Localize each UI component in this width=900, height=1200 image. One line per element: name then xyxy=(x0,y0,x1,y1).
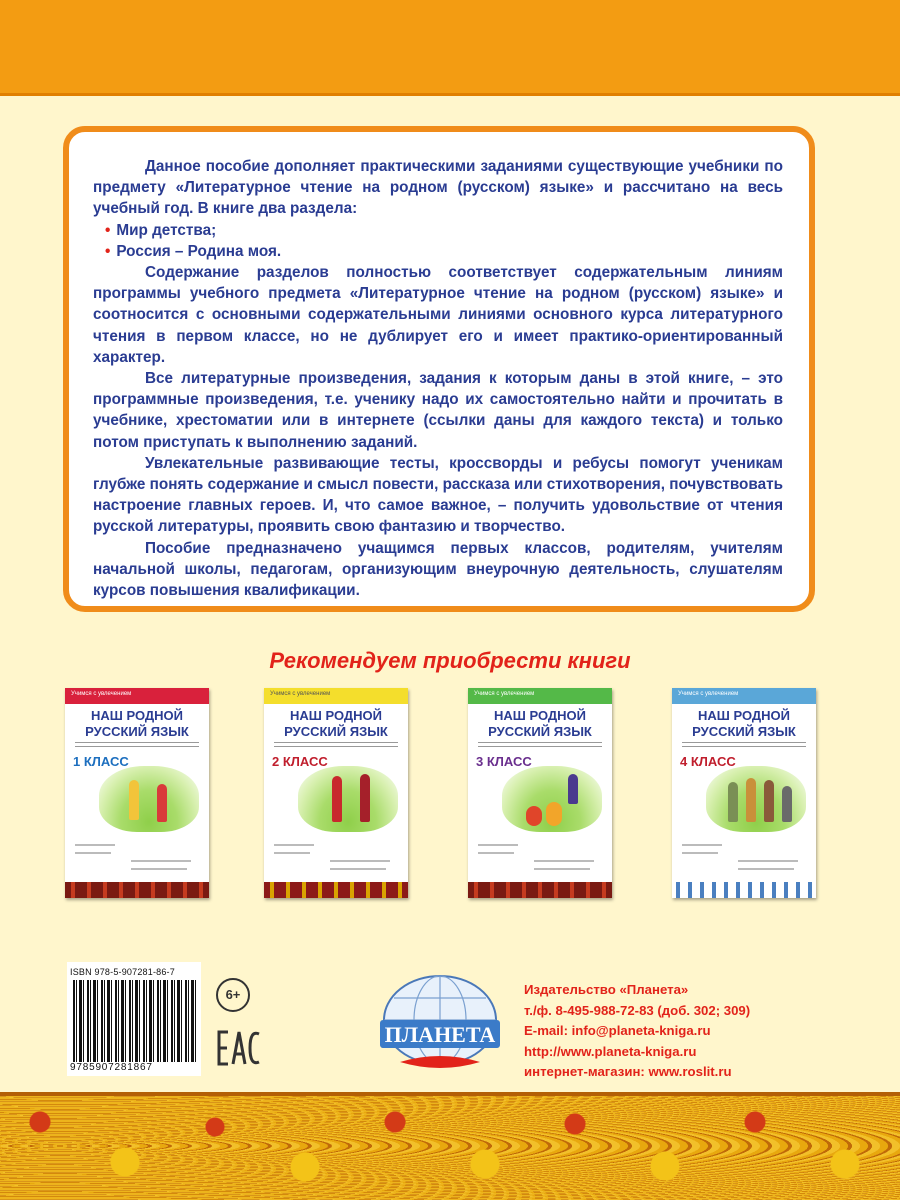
book-title-line2: РУССКИЙ ЯЗЫК xyxy=(692,724,796,739)
description-paragraph: Увлекательные развивающие тесты, кроссворды и ребусы помогут ученикам глубже понять содержание и смысл повести, рассказа или стихотворения, почувствовать настроение главных героев. И, что самое важное, – получить удовольствие от чтения русской литературы, проявить свою фантазию и творчество. xyxy=(93,454,783,536)
book-subtitle-lines xyxy=(274,742,398,747)
book-cover-grade-3[interactable] xyxy=(468,688,612,898)
matryoshka-icon xyxy=(546,802,562,826)
publisher-phone: т./ф. 8-495-988-72-83 (доб. 302; 309) xyxy=(524,1002,751,1018)
book-cover-grade-2[interactable] xyxy=(264,688,408,898)
figure-boy xyxy=(129,780,139,820)
book-top-bar xyxy=(65,688,209,704)
book-subtitle-lines xyxy=(682,742,806,747)
book-grade: 3 КЛАСС xyxy=(476,754,532,769)
book-series: Учимся с увлечением xyxy=(270,691,331,697)
book-grade: 4 КЛАСС xyxy=(680,754,736,769)
book-top-bar xyxy=(264,688,408,704)
barcode xyxy=(67,962,201,1076)
book-cover-grade-1[interactable] xyxy=(65,688,209,898)
figure-tree-girl xyxy=(568,774,578,804)
eac-mark-icon xyxy=(216,1028,262,1068)
section-item xyxy=(93,220,783,241)
description-paragraph: Все литературные произведения, задания к которым даны в этой книге, – это программные произведения, т.е. ученику надо их самостоятельно найти и прочитать в учебнике, хрестоматии или в интернете (ссылки даны для каждого текста) и только потом приступать к выполнению заданий. xyxy=(93,370,783,451)
text-line xyxy=(738,868,794,870)
text-line xyxy=(478,844,518,846)
publisher-name: Издательство «Планета» xyxy=(524,982,689,997)
book-ornament-border xyxy=(672,882,816,898)
figure-girl xyxy=(157,784,167,822)
book-illustration xyxy=(99,766,199,832)
text-line xyxy=(682,844,722,846)
section-item-label: Мир детства; xyxy=(116,221,217,239)
book-ornament-border xyxy=(468,882,612,898)
book-title-line2: РУССКИЙ ЯЗЫК xyxy=(85,724,189,739)
figure-man xyxy=(360,774,370,822)
section-list xyxy=(93,220,783,262)
text-line xyxy=(330,868,386,870)
barcode-digits: 9785907281867 xyxy=(70,1062,153,1073)
text-line xyxy=(682,852,718,854)
bullet-icon: • xyxy=(105,221,111,239)
text-line xyxy=(75,852,111,854)
description-paragraph: Содержание разделов полностью соответствует содержательным линиям программы учебного предмета «Литературное чтение на родном (русском) языке» и соотносится с основными содержательными линиями основного курса литературного чтения в первом классе, но не дублирует его и имеет практико-ориентированный характер. xyxy=(93,264,783,366)
book-subtitle-lines xyxy=(478,742,602,747)
publisher-email[interactable]: E-mail: info@planeta-kniga.ru xyxy=(524,1023,711,1039)
book-cover-grade-4[interactable] xyxy=(672,688,816,898)
matryoshka-icon xyxy=(526,806,542,826)
khokhloma-ornament-band xyxy=(0,1092,900,1200)
figure-person xyxy=(728,782,738,822)
text-line xyxy=(738,860,798,862)
book-top-bar xyxy=(672,688,816,704)
description-paragraph: Данное пособие дополняет практическими заданиями существующие учебники по предмету «Литературное чтение на родном (русском) языке» и рассчитано на весь учебный год. В книге два раздела: xyxy=(93,158,783,218)
section-item-label: Россия – Родина моя. xyxy=(116,242,282,260)
book-series: Учимся с увлечением xyxy=(71,691,132,697)
top-orange-band xyxy=(0,0,900,96)
isbn-label: ISBN 978-5-907281-86-7 xyxy=(70,967,175,977)
text-line xyxy=(131,868,187,870)
book-illustration xyxy=(298,766,398,832)
section-item xyxy=(93,241,783,262)
book-grade: 1 КЛАСС xyxy=(73,754,129,769)
text-line xyxy=(75,844,115,846)
planeta-logo-icon xyxy=(370,970,510,1080)
book-illustration xyxy=(502,766,602,832)
description-paragraph: Пособие предназначено учащимся первых классов, родителям, учителям начальной школы, педагогам, организующим внеурочную деятельность, слушателям курсов повышения квалификации. xyxy=(93,539,783,600)
bullet-icon: • xyxy=(105,242,111,260)
recommend-title: Рекомендуем приобрести книги xyxy=(269,648,631,673)
book-series: Учимся с увлечением xyxy=(678,691,739,697)
text-line xyxy=(131,860,191,862)
text-line xyxy=(274,844,314,846)
book-title-line1: НАШ РОДНОЙ xyxy=(290,708,382,723)
text-line xyxy=(330,860,390,862)
book-ornament-border xyxy=(264,882,408,898)
age-rating-badge: 6+ xyxy=(216,978,250,1012)
book-top-bar xyxy=(468,688,612,704)
description-box xyxy=(63,126,815,612)
text-line xyxy=(534,860,594,862)
text-line xyxy=(534,868,590,870)
barcode-bars xyxy=(73,980,197,1062)
figure-person xyxy=(782,786,792,822)
publisher-shop-link[interactable]: интернет-магазин: www.roslit.ru xyxy=(524,1064,732,1080)
book-title-line1: НАШ РОДНОЙ xyxy=(494,708,586,723)
book-grade: 2 КЛАСС xyxy=(272,754,328,769)
book-title-line1: НАШ РОДНОЙ xyxy=(698,708,790,723)
text-line xyxy=(478,852,514,854)
book-subtitle-lines xyxy=(75,742,199,747)
book-title-line2: РУССКИЙ ЯЗЫК xyxy=(488,724,592,739)
book-ornament-border xyxy=(65,882,209,898)
figure-person xyxy=(764,780,774,822)
publisher-info xyxy=(524,980,750,1083)
publisher-website-link[interactable]: http://www.planeta-kniga.ru xyxy=(524,1043,697,1059)
book-title-line1: НАШ РОДНОЙ xyxy=(91,708,183,723)
figure-person xyxy=(746,778,756,822)
book-title-line2: РУССКИЙ ЯЗЫК xyxy=(284,724,388,739)
text-line xyxy=(274,852,310,854)
logo-text: ПЛАНЕТА xyxy=(384,1022,496,1047)
book-illustration xyxy=(706,766,806,832)
figure-girl xyxy=(332,776,342,822)
book-series: Учимся с увлечением xyxy=(474,691,535,697)
